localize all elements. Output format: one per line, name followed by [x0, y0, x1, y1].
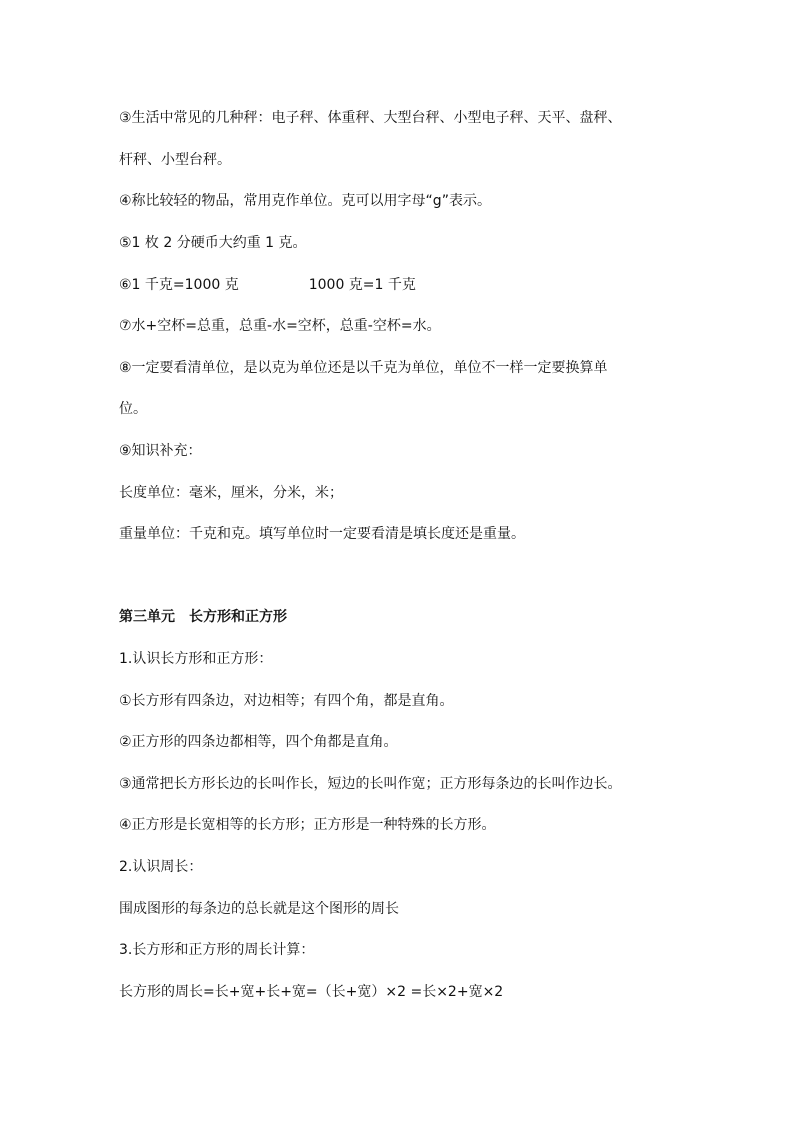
sub1-item-4: ④正方形是长宽相等的长方形；正方形是一种特殊的长方形。 — [119, 817, 496, 833]
sub1-item-3: ③通常把长方形长边的长叫作长，短边的长叫作宽；正方形每条边的长叫作边长。 — [119, 776, 622, 792]
g-to-kg: 1000 克=1 千克 — [308, 277, 416, 293]
sub3-title: 3.长方形和正方形的周长计算： — [119, 942, 315, 958]
weight-units-line: 重量单位：千克和克。填写单位时一定要看清是填长度还是重量。 — [119, 526, 525, 542]
perimeter-formula: 长方形的周长=长+宽+长+宽=（长+宽）×2 =长×2+宽×2 — [119, 984, 504, 1000]
kg-to-g: ⑥1 千克=1000 克 — [119, 277, 239, 293]
total-weight-line: ⑦水+空杯=总重，总重-水=空杯，总重-空杯=水。 — [119, 318, 441, 334]
unit-check-line-2: 位。 — [119, 401, 147, 417]
sub1-item-1: ①长方形有四条边，对边相等；有四个角，都是直角。 — [119, 693, 454, 709]
sub1-title: 1.认识长方形和正方形： — [119, 651, 273, 667]
length-units-line: 长度单位：毫米，厘米，分米，米； — [119, 485, 343, 501]
sub2-text: 围成图形的每条边的总长就是这个图形的周长 — [119, 901, 399, 917]
unit-check-line-1: ⑧一定要看清单位，是以克为单位还是以千克为单位，单位不一样一定要换算单 — [119, 360, 608, 376]
sub1-item-2: ②正方形的四条边都相等，四个角都是直角。 — [119, 734, 398, 750]
knowledge-supplement-label: ⑨知识补充： — [119, 443, 202, 459]
sub2-title: 2.认识周长： — [119, 859, 203, 875]
kg-conversion-line — [119, 275, 416, 295]
gram-usage-line: ④称比较轻的物品，常用克作单位。克可以用字母“g”表示。 — [119, 193, 491, 209]
scale-types-line-2: 杆秤、小型台秤。 — [119, 152, 231, 168]
scale-types-line-1: ③生活中常见的几种秤：电子秤、体重秤、大型台秤、小型电子秤、天平、盘秤、 — [119, 110, 622, 126]
coin-weight-line: ⑤1 枚 2 分硬币大约重 1 克。 — [119, 235, 307, 251]
section3-heading: 第三单元 长方形和正方形 — [119, 609, 287, 625]
